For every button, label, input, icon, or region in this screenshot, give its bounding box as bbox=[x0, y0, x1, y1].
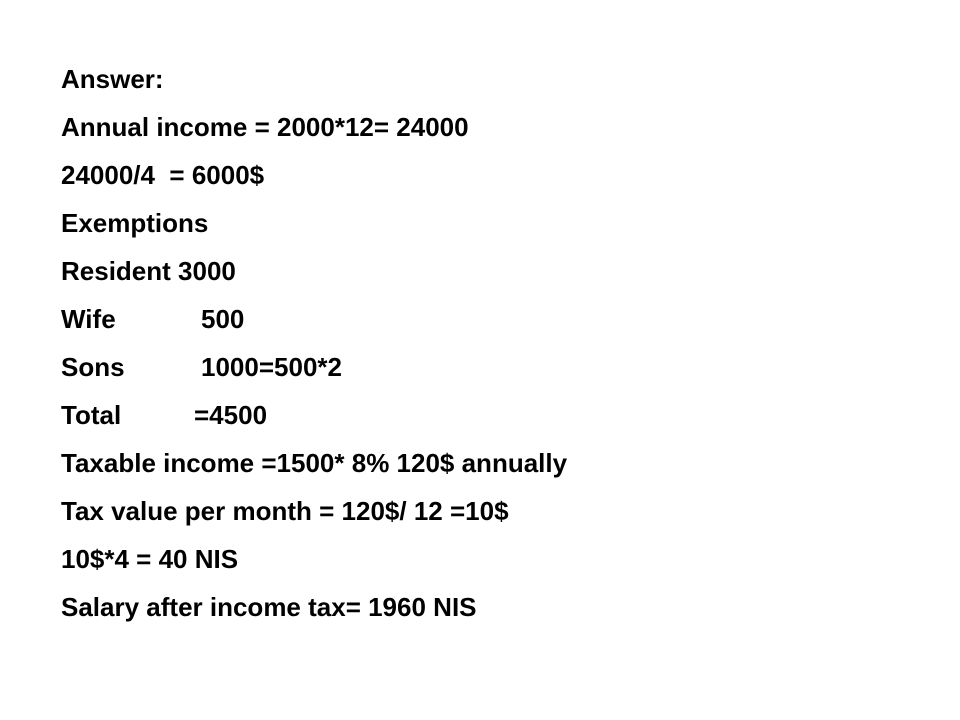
tax-nis-line: 10$*4 = 40 NIS bbox=[61, 544, 239, 574]
wife-label: Wife bbox=[61, 304, 116, 334]
total-exemption-line bbox=[61, 391, 567, 439]
annual-income-line: Annual income = 2000*12= 24000 bbox=[61, 112, 469, 142]
total-label: Total bbox=[61, 400, 122, 430]
sons-value: 1000=500*2 bbox=[201, 352, 342, 382]
sons-label: Sons bbox=[61, 352, 125, 382]
resident-exemption-line: Resident 3000 bbox=[61, 256, 236, 286]
answer-heading: Answer: bbox=[61, 64, 164, 94]
answer-text-block bbox=[61, 55, 567, 631]
net-salary-line: Salary after income tax= 1960 NIS bbox=[61, 592, 477, 622]
monthly-tax-line: Tax value per month = 120$/ 12 =10$ bbox=[61, 496, 509, 526]
taxable-income-line: Taxable income =1500* 8% 120$ annually bbox=[61, 448, 568, 478]
sons-exemption-line bbox=[61, 343, 567, 391]
exemptions-heading: Exemptions bbox=[61, 208, 209, 238]
wife-value: 500 bbox=[201, 304, 245, 334]
wife-exemption-line bbox=[61, 295, 567, 343]
total-value: =4500 bbox=[194, 400, 268, 430]
quarter-income-line: 24000/4 = 6000$ bbox=[61, 160, 265, 190]
